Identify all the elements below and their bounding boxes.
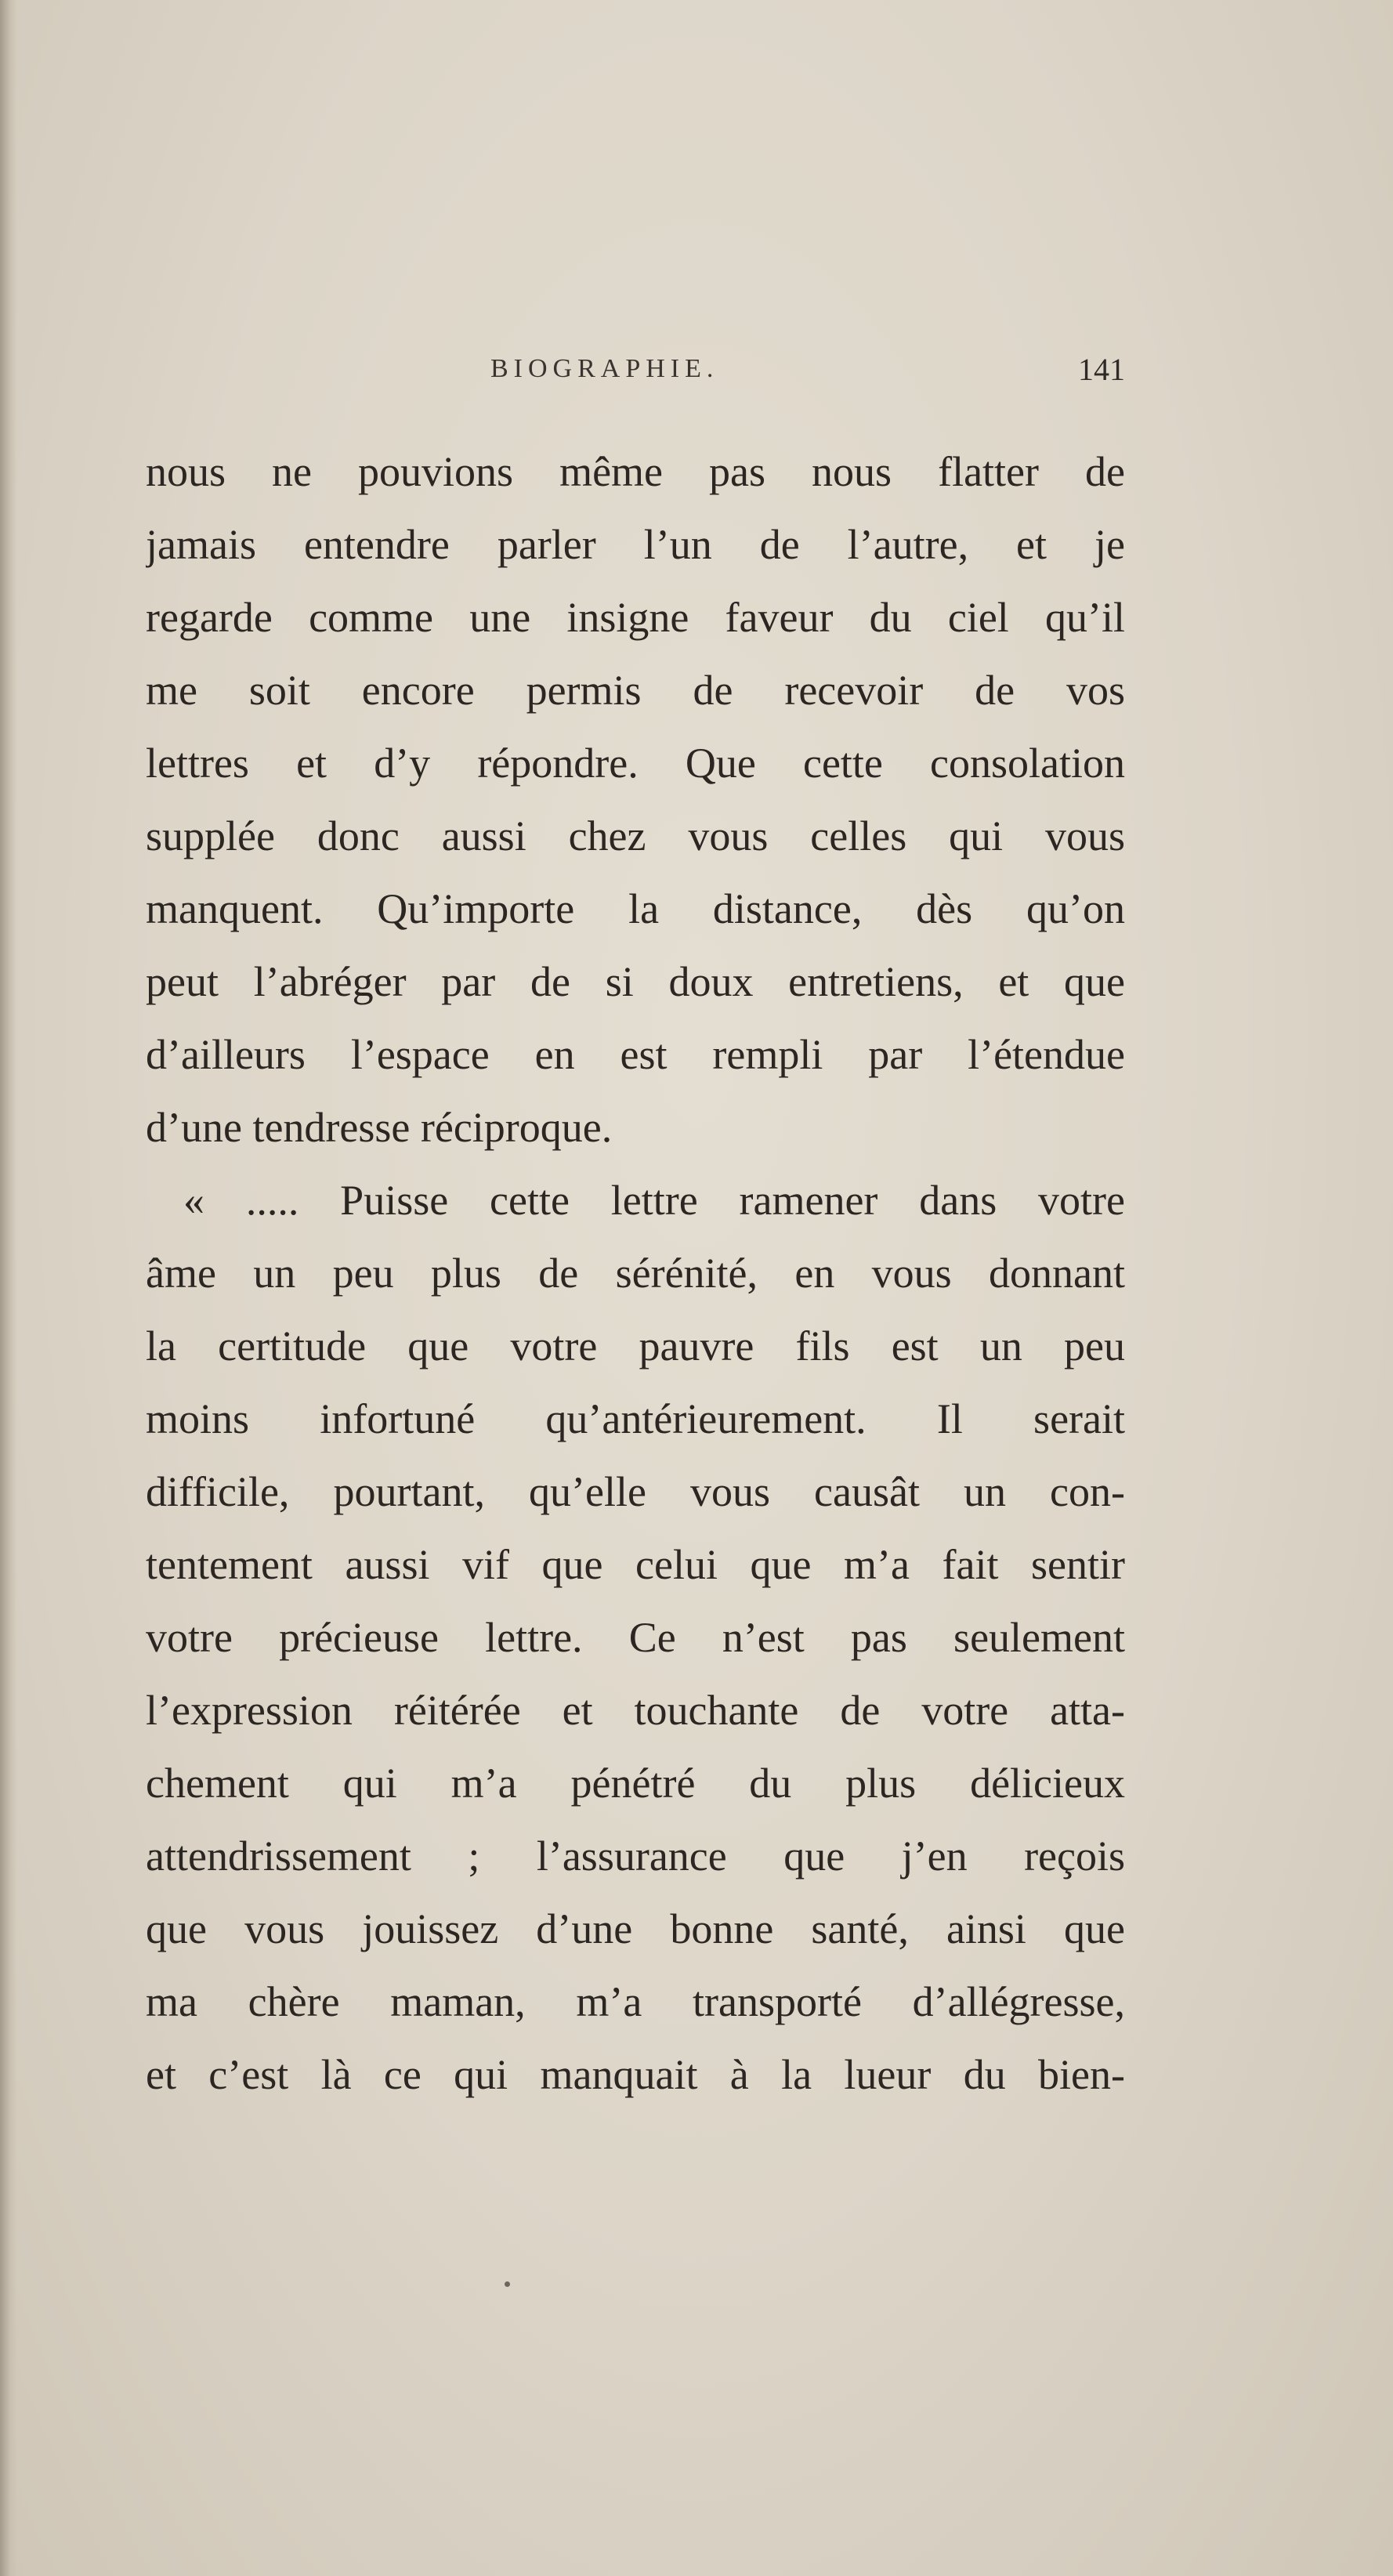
running-head — [146, 354, 1125, 393]
running-title: BIOGRAPHIE. — [490, 354, 719, 383]
page-number: 141 — [1078, 352, 1125, 387]
text-line: la certitude que votre pauvre fils est un peu — [146, 1322, 1125, 1369]
text-line: jamais entendre parler l’un de l’autre, et je — [146, 521, 1125, 568]
text-line: que vous jouissez d’une bonne santé, ainsi que — [146, 1905, 1125, 1952]
text-line: l’expression réitérée et touchante de votre atta- — [146, 1687, 1125, 1734]
text-line: tentement aussi vif que celui que m’a fait sentir — [146, 1541, 1125, 1588]
text-line: d’ailleurs l’espace en est rempli par l’étendue — [146, 1031, 1125, 1078]
text-line: lettres et d’y répondre. Que cette consolation — [146, 740, 1125, 787]
text-line: regarde comme une insigne faveur du ciel qu’il — [146, 594, 1125, 641]
text-line: attendrissement ; l’assurance que j’en reçois — [146, 1833, 1125, 1880]
text-line: « ..... Puisse cette lettre ramener dans votre — [183, 1177, 1125, 1224]
text-line: moins infortuné qu’antérieurement. Il serait — [146, 1395, 1125, 1442]
page-gutter-shadow — [0, 0, 17, 2576]
text-line: votre précieuse lettre. Ce n’est pas seulement — [146, 1614, 1125, 1661]
text-line: difficile, pourtant, qu’elle vous causât un con- — [146, 1468, 1125, 1515]
text-line: me soit encore permis de recevoir de vos — [146, 667, 1125, 714]
body-text — [146, 436, 1125, 2111]
text-line: supplée donc aussi chez vous celles qui vous — [146, 812, 1125, 859]
text-line: âme un peu plus de sérénité, en vous donnant — [146, 1250, 1125, 1297]
text-line: manquent. Qu’importe la distance, dès qu’on — [146, 885, 1125, 932]
text-line: nous ne pouvions même pas nous flatter de — [146, 448, 1125, 495]
text-line: d’une tendresse réciproque. — [146, 1104, 613, 1151]
text-line: chement qui m’a pénétré du plus délicieux — [146, 1760, 1125, 1807]
text-line: peut l’abréger par de si doux entretiens, et que — [146, 958, 1125, 1005]
paper-speck — [505, 2281, 510, 2287]
text-line: et c’est là ce qui manquait à la lueur du bien- — [146, 2051, 1125, 2098]
text-line: ma chère maman, m’a transporté d’allégresse, — [146, 1978, 1125, 2025]
